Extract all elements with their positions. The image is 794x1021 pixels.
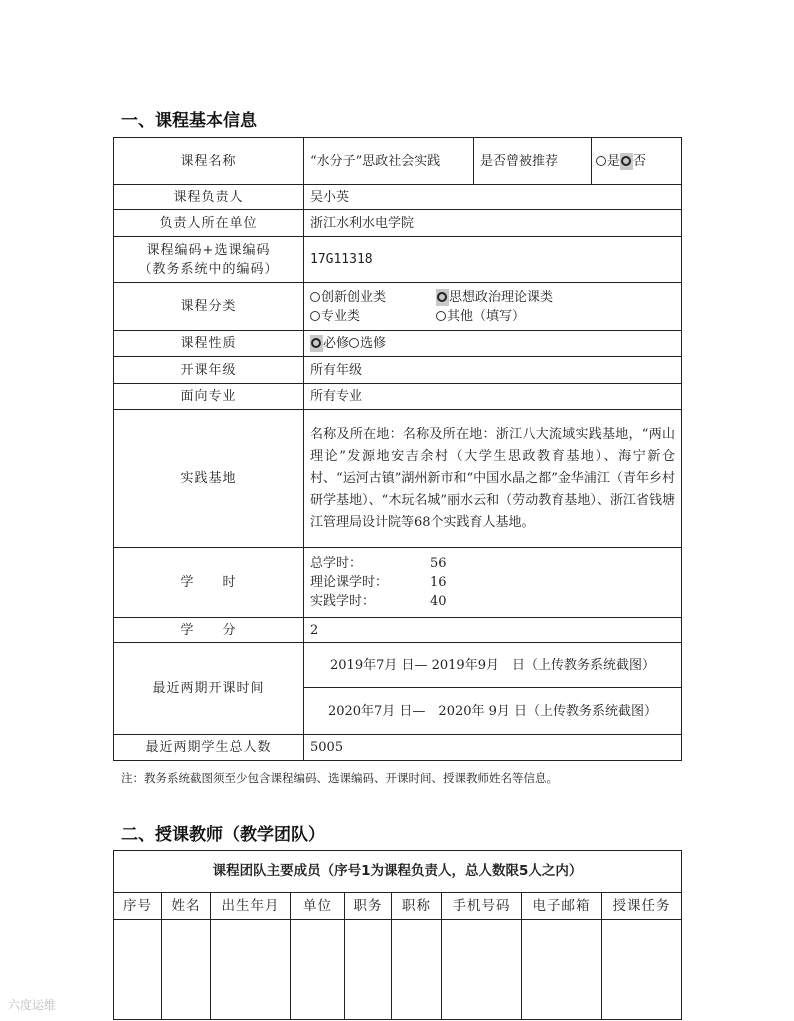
code-label-line1: 课程编码+选课编码 — [146, 242, 271, 258]
hours-total-label: 总学时： — [310, 556, 363, 571]
radio-empty-icon — [596, 156, 606, 166]
cat-innovation[interactable]: 创新创业类 — [310, 288, 436, 307]
hours-practice-label: 实践学时： — [310, 594, 376, 609]
grade-value: 所有年级 — [304, 357, 682, 384]
major-label: 面向专业 — [114, 384, 304, 410]
hours-practice: 40 — [430, 594, 447, 609]
team-empty-cell[interactable] — [522, 920, 602, 1020]
team-header-cell: 姓名 — [162, 893, 211, 920]
cat-ideology[interactable]: 思想政治理论课类 — [436, 288, 553, 307]
nature-options — [304, 331, 682, 357]
leader-value: 吴小英 — [304, 185, 682, 210]
grade-label: 开课年级 — [114, 357, 304, 384]
section1-title: 一、课程基本信息 — [121, 111, 257, 131]
hours-values — [304, 548, 682, 618]
code-label-line2: （教务系统中的编码） — [138, 261, 279, 277]
radio-empty-icon — [349, 338, 359, 348]
team-table-title: 课程团队主要成员（序号1为课程负责人，总人数限5人之内） — [114, 851, 682, 893]
note-text: 注：教务系统截图须至少包含课程编码、选课编码、开课时间、授课教师姓名等信息。 — [121, 771, 558, 785]
course-name-label: 课程名称 — [114, 138, 304, 185]
team-empty-cell[interactable] — [291, 920, 345, 1020]
team-empty-cell[interactable] — [211, 920, 291, 1020]
nature-elective[interactable]: 选修 — [349, 336, 386, 351]
radio-empty-icon — [310, 292, 320, 302]
team-empty-cell[interactable] — [442, 920, 522, 1020]
recommended-label: 是否曾被推荐 — [474, 138, 592, 185]
nature-label: 课程性质 — [114, 331, 304, 357]
team-header-cell: 职务 — [345, 893, 392, 920]
radio-no[interactable] — [620, 153, 633, 170]
team-table — [113, 850, 682, 1020]
category-label: 课程分类 — [114, 283, 304, 331]
course-name-value: “水分子”思政社会实践 — [304, 138, 474, 185]
hours-total: 56 — [430, 556, 447, 571]
team-empty-cell[interactable] — [602, 920, 682, 1020]
radio-empty-icon — [310, 311, 320, 321]
unit-value: 浙江水利水电学院 — [304, 210, 682, 237]
radio-selected-icon — [311, 338, 321, 348]
base-label: 实践基地 — [114, 410, 304, 548]
course-info-table — [113, 137, 682, 761]
code-label — [114, 237, 304, 283]
team-header-cell: 授课任务 — [602, 893, 682, 920]
hours-theory-label: 理论课学时： — [310, 575, 389, 590]
credit-label: 学 分 — [114, 618, 304, 643]
hours-label: 学 时 — [114, 548, 304, 618]
students-label: 最近两期学生总人数 — [114, 735, 304, 761]
recent-term-2: 2020年7月 日— 2020年 9月 日（上传教务系统截图） — [304, 688, 682, 735]
leader-label: 课程负责人 — [114, 185, 304, 210]
radio-selected-icon — [437, 292, 447, 302]
base-value: 名称及所在地：名称及所在地：浙江八大流域实践基地，“两山理论”发源地安吉余村（大学生思政教育基地）、海宁新仓村、“运河古镇”湖州新市和“中国水晶之都”金华浦江（青年乡村研学基地）、“木玩名城”丽水云和（劳动教育基地）、浙江省钱塘江管理局设计院等68个实践育人基地。 — [304, 410, 682, 548]
recent-label: 最近两期开课时间 — [114, 643, 304, 735]
cat-major[interactable]: 专业类 — [310, 307, 436, 326]
hours-theory: 16 — [430, 575, 447, 590]
team-header-cell: 手机号码 — [442, 893, 522, 920]
team-blank-row — [114, 920, 682, 1020]
team-header-cell: 电子邮箱 — [522, 893, 602, 920]
cat-other[interactable]: 其他（填写） — [436, 307, 525, 326]
major-value: 所有专业 — [304, 384, 682, 410]
section2-title: 二、授课教师（教学团队） — [121, 825, 325, 845]
unit-label: 负责人所在单位 — [114, 210, 304, 237]
team-header-cell: 单位 — [291, 893, 345, 920]
nature-required[interactable]: 必修 — [310, 335, 349, 352]
team-header-cell: 序号 — [114, 893, 162, 920]
code-value: 17G11318 — [304, 237, 682, 283]
team-empty-cell[interactable] — [114, 920, 162, 1020]
students-value: 5005 — [304, 735, 682, 761]
category-options — [304, 283, 682, 331]
credit-value: 2 — [304, 618, 682, 643]
team-header-cell: 职称 — [392, 893, 442, 920]
radio-yes[interactable]: 是 — [596, 154, 620, 169]
team-empty-cell[interactable] — [392, 920, 442, 1020]
radio-selected-icon — [621, 156, 631, 166]
radio-empty-icon — [436, 311, 446, 321]
team-header-cell: 出生年月 — [211, 893, 291, 920]
recent-term-1: 2019年7月 日— 2019年9月 日（上传教务系统截图） — [304, 643, 682, 688]
watermark: 六度运维 — [8, 998, 57, 1012]
recommended-options: 是 否 — [592, 138, 682, 185]
team-header-row — [114, 893, 682, 920]
team-empty-cell[interactable] — [345, 920, 392, 1020]
team-empty-cell[interactable] — [162, 920, 211, 1020]
